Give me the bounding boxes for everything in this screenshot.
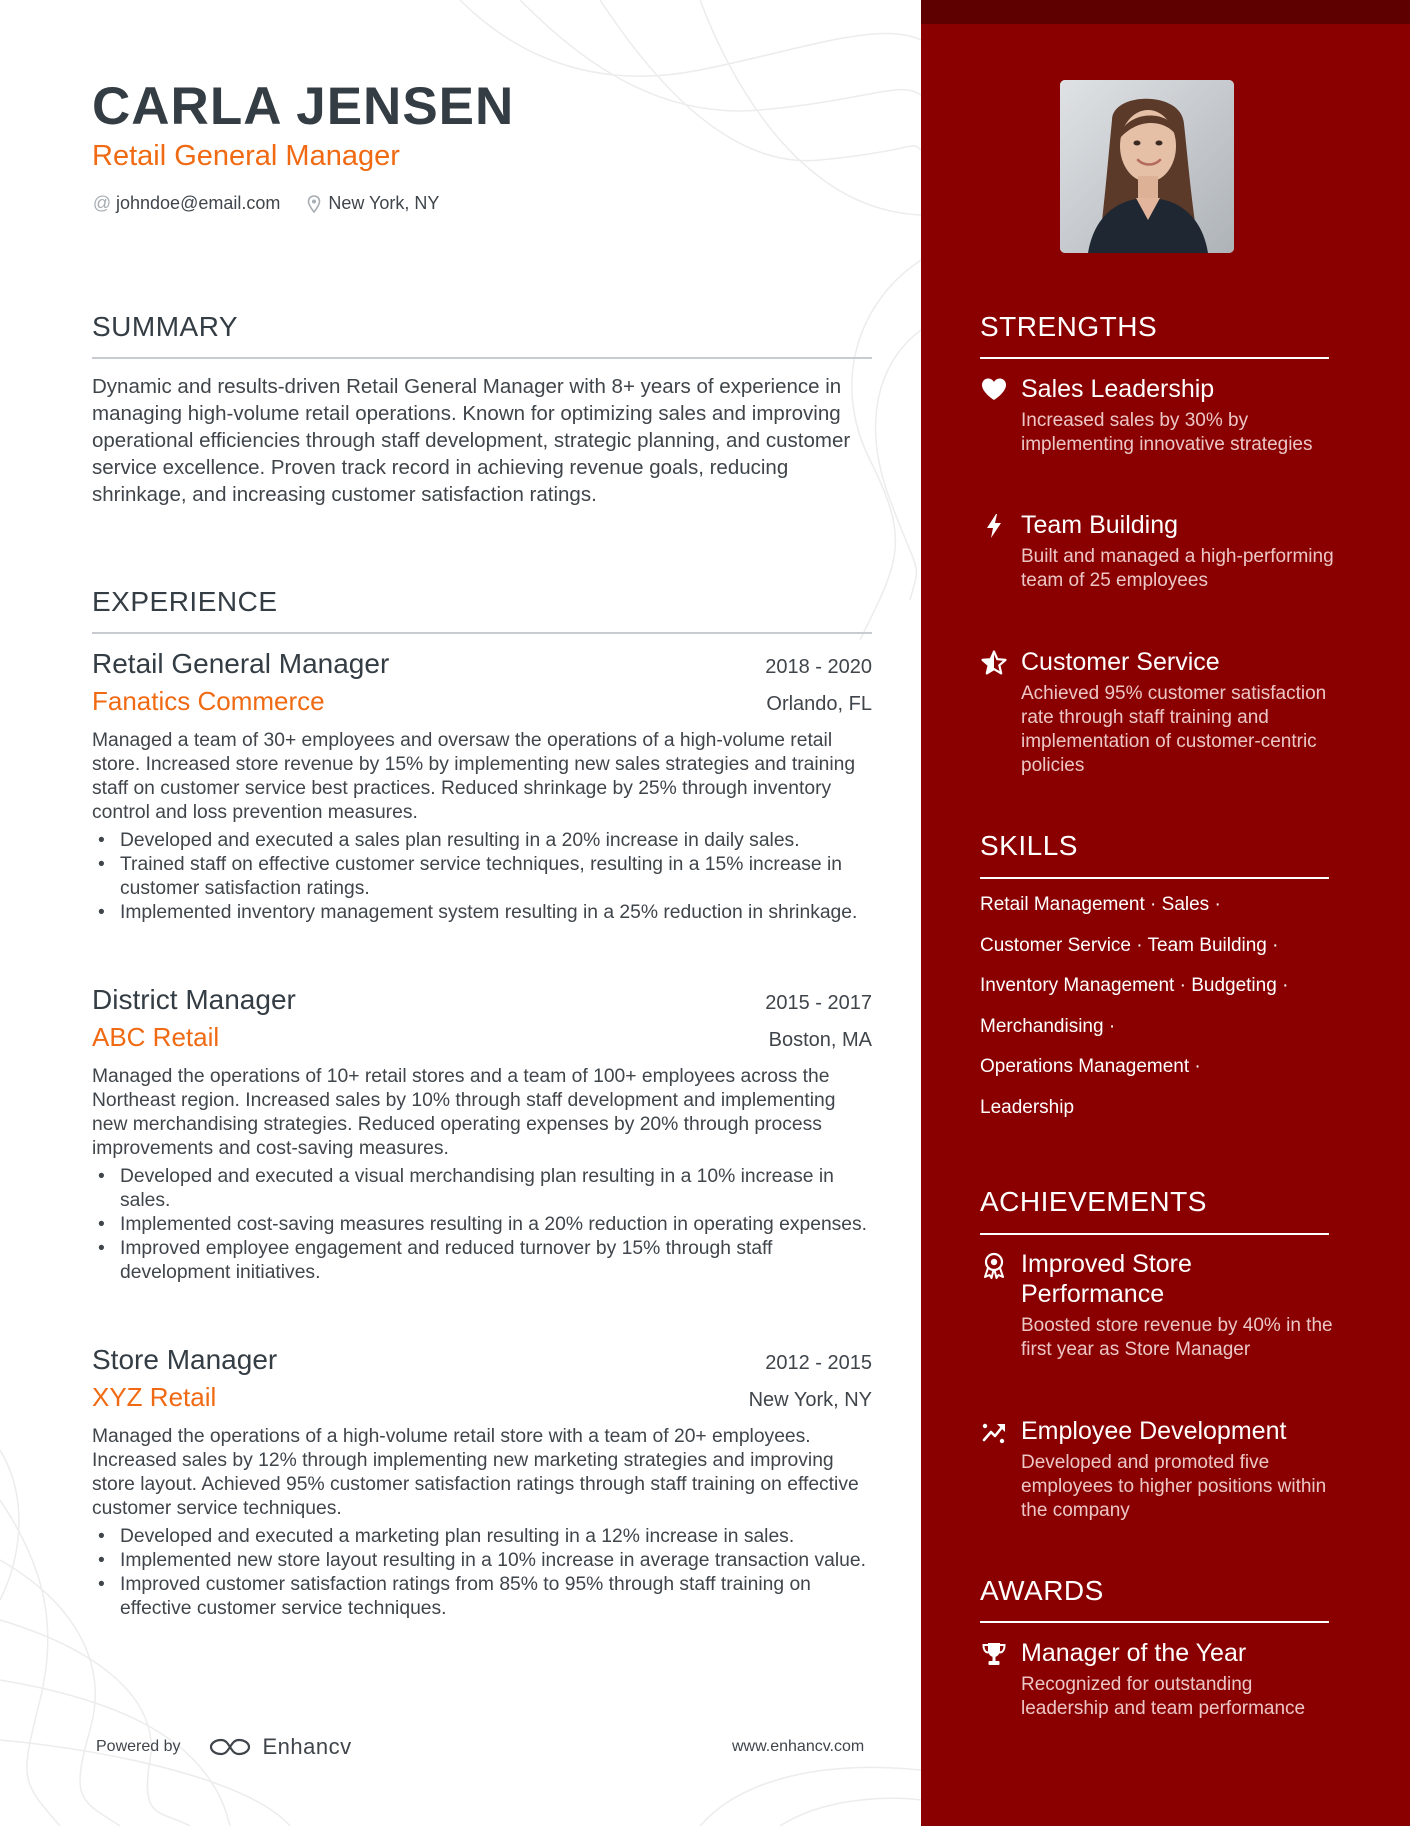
candidate-title: Retail General Manager (92, 140, 400, 172)
job-bullet: • Developed and executed a marketing plan resulting in a 12% increase in sales. (92, 1525, 872, 1549)
awards-divider (980, 1621, 1329, 1623)
achievement-description: Developed and promoted five employees to higher positions within the company (1021, 1452, 1327, 1521)
job-company: XYZ Retail (92, 1382, 217, 1412)
job-header (92, 984, 872, 1016)
job-bullets (92, 829, 872, 925)
job-subheader (92, 1022, 872, 1053)
job-header (92, 1344, 872, 1376)
skill-line: Operations Management · (980, 1056, 1201, 1078)
summary-text: Dynamic and results-driven Retail General Manager with 8+ years of experience in managing high-volume retail operations. Known for optimizing sales and improving operational efficiencies through staff development, strategic planning, and customer service excellence. Proven track record in achieving revenue goals, reducing shrinkage, and increasing customer satisfaction ratings. (92, 375, 851, 506)
job-role: Retail General Manager (92, 648, 390, 679)
strength-item (980, 647, 1340, 778)
job-description: Managed the operations of 10+ retail stores and a team of 100+ employees across the Northeast region. Increased sales by 10% through staff development and implementing new merchandising strategies. Reduced operating expenses by 20% through process improvements and cost-saving measures. (92, 1066, 836, 1159)
skills-heading: SKILLS (980, 830, 1078, 861)
website-link[interactable]: www.enhancv.com (732, 1738, 865, 1755)
enhancv-logo-icon (207, 1736, 253, 1758)
awards-heading: AWARDS (980, 1575, 1104, 1606)
strength-description: Increased sales by 30% by implementing innovative strategies (1021, 410, 1313, 455)
enhancv-brand-text: Enhancv (262, 1734, 352, 1759)
strength-title: Team Building (1021, 511, 1179, 539)
heart-icon (980, 376, 1008, 404)
award-ribbon-icon (980, 1251, 1008, 1279)
strength-title: Sales Leadership (1021, 375, 1215, 403)
skill-line: Customer Service · Team Building · (980, 934, 1279, 956)
profile-photo-illustration (1060, 80, 1234, 253)
award-item (980, 1638, 1340, 1721)
strength-item (980, 510, 1340, 593)
strength-description: Built and managed a high-performing team of 25 employees (1021, 546, 1334, 591)
summary-divider (92, 357, 872, 359)
candidate-name: CARLA JENSEN (92, 77, 515, 136)
job-location: Boston, MA (768, 1029, 872, 1051)
job-description: Managed the operations of a high-volume retail store with a team of 20+ employees. Increased sales by 12% through implementing new marketing strategies and improving store layout. Achieved 95% customer satisfaction ratings through staff training on effective customer service techniques. (92, 1426, 859, 1519)
award-title: Manager of the Year (1021, 1639, 1247, 1667)
experience-entry (92, 648, 872, 925)
job-dates: 2012 - 2015 (765, 1352, 872, 1374)
job-location: Orlando, FL (766, 693, 872, 715)
achievement-item (980, 1416, 1340, 1523)
job-bullets (92, 1525, 872, 1621)
job-bullet: • Developed and executed a visual merchandising plan resulting in a 10% increase in sales. (92, 1165, 872, 1213)
experience-entry (92, 984, 872, 1285)
job-company: ABC Retail (92, 1022, 220, 1052)
at-icon: @ (92, 193, 112, 213)
job-subheader (92, 686, 872, 717)
email-text[interactable]: johndoe@email.com (116, 193, 281, 213)
skills-divider (980, 877, 1329, 879)
job-bullet: • Improved employee engagement and reduced turnover by 15% through staff development initiatives. (92, 1237, 872, 1285)
summary-heading: SUMMARY (92, 311, 239, 342)
strength-item (980, 374, 1340, 457)
experience-entry (92, 1344, 872, 1621)
job-location: New York, NY (748, 1389, 872, 1411)
job-bullet: • Implemented cost-saving measures resulting in a 20% reduction in operating expenses. (92, 1213, 872, 1237)
job-dates: 2015 - 2017 (765, 992, 872, 1014)
skill-line: Retail Management · Sales · (980, 894, 1221, 915)
skill-line: Inventory Management · Budgeting · (980, 975, 1289, 997)
contact-location (304, 193, 439, 214)
powered-by-label: Powered by (96, 1738, 181, 1755)
achievements-heading: ACHIEVEMENTS (980, 1186, 1207, 1217)
map-pin-icon (304, 194, 324, 214)
strengths-heading: STRENGTHS (980, 311, 1158, 342)
star-icon (980, 649, 1008, 677)
sidebar (921, 0, 1410, 1826)
achievement-title: Employee Development (1021, 1417, 1287, 1445)
strength-description: Achieved 95% customer satisfaction rate through staff training and implementation of customer-centric policies (1021, 683, 1327, 776)
footer-branding (96, 1734, 352, 1760)
growth-arrow-icon (980, 1418, 1008, 1446)
job-bullet: • Trained staff on effective customer service techniques, resulting in a 15% increase in customer satisfaction ratings. (92, 853, 872, 901)
job-bullet: • Implemented inventory management system resulting in a 25% reduction in shrinkage. (92, 901, 872, 925)
achievement-description: Boosted store revenue by 40% in the first year as Store Manager (1021, 1315, 1333, 1360)
sidebar-top-band (921, 0, 1410, 24)
location-text: New York, NY (328, 193, 440, 213)
job-role: District Manager (92, 984, 296, 1015)
job-bullet: • Improved customer satisfaction ratings from 85% to 95% through staff training on effective customer service techniques. (92, 1573, 872, 1621)
job-header (92, 648, 872, 680)
strengths-divider (980, 357, 1329, 359)
job-company: Fanatics Commerce (92, 686, 325, 716)
experience-heading: EXPERIENCE (92, 586, 278, 617)
job-description: Managed a team of 30+ employees and oversaw the operations of a high-volume retail store. Increased store revenue by 15% by implementing new sales strategies and training staff on customer service best practices. Reduced shrinkage by 25% through inventory control and loss prevention measures. (92, 730, 856, 823)
job-bullet: • Developed and executed a sales plan resulting in a 20% increase in daily sales. (92, 829, 872, 853)
job-role: Store Manager (92, 1344, 278, 1375)
experience-divider (92, 632, 872, 634)
job-subheader (92, 1382, 872, 1413)
job-dates: 2018 - 2020 (765, 656, 872, 678)
contact-info (92, 193, 463, 214)
contact-email (92, 193, 280, 214)
job-bullets (92, 1165, 872, 1285)
skill-line: Leadership (980, 1096, 1075, 1118)
profile-photo (1060, 80, 1234, 253)
award-description: Recognized for outstanding leadership and team performance (1021, 1674, 1306, 1719)
achievement-title: Improved Store Performance (1021, 1250, 1192, 1308)
achievements-divider (980, 1233, 1329, 1235)
job-bullet: • Implemented new store layout resulting in a 10% increase in average transaction value. (92, 1549, 872, 1573)
enhancv-logo[interactable] (207, 1734, 352, 1760)
trophy-icon (980, 1640, 1008, 1668)
skill-line: Merchandising · (980, 1015, 1116, 1037)
strength-title: Customer Service (1021, 648, 1220, 676)
achievement-item (980, 1249, 1340, 1362)
lightning-icon (980, 512, 1008, 540)
skills-list (980, 893, 1340, 1137)
